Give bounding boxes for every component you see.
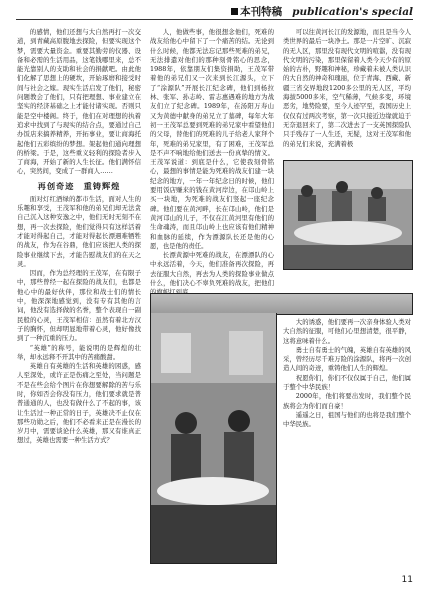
paragraph: 因而，作为总经理的王茂军，在有限子中，那些曾经一起在探险的战友们，也都是他心中的最好伙伴，那位和战士们的情长中，他深深地感觉到，没有专有其他的言词，他没有选择做的名誉，整个表现自一副民般的心灵，王茂军相信：虽然有着北方汉子的胸怀，但却明显地带着心灵，他好像找到了一种沉重的压力。 xyxy=(17,269,141,343)
page-header xyxy=(0,0,427,24)
dinner-photo-body xyxy=(150,313,277,564)
banquet-photo xyxy=(283,160,413,270)
paragraph: 英雄自有英雄的生活和英雄的困惑，感人至深处，或许正是伤痛之至处，当问题是不是在些会给个图片在你想要解除的苦与乐时，你如否会你没有压力，他们要求就是普普通通的人，也没有做什么了不起的事，该让生活过一种正常的日子，英雄决不止仅在那些功勋之后，他们不必看来正是在漫长的岁月中，需要谈论什么英雄，那又有谁真正想过，英雄也需要一种生活方式？ xyxy=(17,362,141,445)
dinner-photo xyxy=(150,293,413,315)
paragraph: 面对灯红酒绿的都市生活，面对人生的乐趣和享受，王茂军和他的弟兄们却无法贪自己沉入这种安逸之中，他们无时无刻不在想，再一次去探险，他们觉得只有这样活着才能对得起自己，才能对得起长漂遇难牺牲的战友，作为在谷鼎，他们应该把人类的探险事业继续下去，才能告慰战友们的在天之灵。 xyxy=(17,194,141,268)
article-column-1 xyxy=(17,28,141,568)
article-column-3 xyxy=(283,28,411,158)
paragraph: 勇士自有勇士的气魄，英雄自有英雄的风采，曾经历尽千难万险的涂源队，将再一次创造人间的奇迹，重铸他们人生的辉煌。 xyxy=(283,345,411,373)
paragraph: 祝愿你们，你们不仅仅属于自己，他们属于整个中华民族！ xyxy=(283,373,411,392)
paragraph: 2000年，他们将要出发时，我们整个民族将会为你们而自豪！ xyxy=(283,392,411,410)
paragraph: 长漂黄源中死难的战友，在漂漂队的心中永远活着，今天，他们准备再次探险，再去征服大自然，再去为人类的探险事业做点什么，他们决心不辜负死难的战友，把他们 xyxy=(150,251,274,288)
paragraph: 遥遥之日，祖国与他们的也将是我们整个中华民族。 xyxy=(283,410,411,429)
square-bullet-icon xyxy=(231,8,238,15)
paragraph: 大的诱惑，他们要再一次亲身体验人类对大自然的征服，可他们心里想清楚，很平静，这将意味着什么。 xyxy=(283,318,411,345)
article-column-3-continued xyxy=(283,318,411,568)
paragraph: “英雄”的称号，能说明的是辉煌的壮举，却永远释不开其中的苦痛酸甜。 xyxy=(17,343,141,361)
dinner-photo-illustration xyxy=(151,313,276,563)
section-title-cn: 本刊特稿 xyxy=(240,6,283,18)
article-column-2 xyxy=(150,28,274,290)
paragraph: 人，他做些事，他很想念他们，死难的战友给他心中留下了一个痛苦的结。无论到什么时候，他都无法忘记那些死难的弟兄，无法排遣对他们的那种刻骨铭心的思念，1988年，依靠朋友们集资捐助，王茂军带着他的弟兄们又一次来到长江源头，立下了“涂源队”开展长江纪念碑，他们到杨拉林、张军、孙志岭、雷志惠遇难的地方为战友们立了纪念碑。1989年，在汤阳万寿山又为黄德中献身的弟兄立了墓碑，每年大年初一王茂军总要到死难的弟兄家中看望他们的父母，替他们的死难的儿子给老人家拜个年，死难的弟兄家里，有了困难，王茂军总是不声不响地给他们送去一份真挚的情义。王茂军说道：到底是什么，它使我刻骨铭心，最想的事情是能为死难的战友们建一块纪念的地方，一年一年纪念日的时候，他们要用饭店赚来的钱在黄河岸边，在邙山岭上买一块地，为死难的战友们竖起一座纪念碑。他们要在黄河畔，长在邙山岭，他们是黄河邙山的儿子，不仅在江黄河里有他们的生命魂涛，而且邙山岭上也应该有他们精神和血脉的延续，作为漂源队长还是他的心愿，也是他的责任。 xyxy=(150,28,274,250)
paragraph: 的感情，他们还想与大自然再打一次交道，到青藏高原腹地去探险，但要实现这个梦，需要大量资金。重要其勤劳的仪器、设备和必需的生活用品，这笔钱哪里来，总不能光靠别人的支助和社会的捐献吧。由此他们化解了思想上的硬坎，开始琢磨和接受时间与社会之嫁。现实生活启发了他们，秘密问题教会了他们，只有把理想、事业建立在坚实的经济基础之上才能付诸实现。否则只能是空中楼阁。终于，他们在对理想的执着追求中找到了与现实的结合点，要通过自己办饭店来搞养精养，开拓事业，要让商海托起他们五彩缤纷的梦想。架起他们通向理想的桥梁。于是，这些重义轻利的探险者步入了商海，开始了新的人生长征。他们满怀信心，突然间，变成了一群商人…… xyxy=(17,28,141,176)
page-number: 11 xyxy=(401,575,413,585)
section-title xyxy=(231,4,413,19)
section-subheading: 再创奇迹 重铸辉煌 xyxy=(37,180,121,191)
header-divider xyxy=(16,19,413,20)
paragraph: 可以往黄河长江的发源地，而且是当今人类世界的最后一块净土。那是一片空旷、沉寂的无人区，那里没有现代文明的喧嚣，没有现代文明的污染，那里保留着人类今天少有的原始的古朴，野趣和神秘，珍藏着未被人类认识的大自然的神奇和瑰丽，位于青海、西藏、新疆三省交界地段1200多公里的无人区，平均海拔5000多米，空气稀薄，气候多变，环境恶劣，地势险要，至今人迹罕至，我国历史上仅仅有过两次考察，第一次只接近边缘就迫于无奈退回来了，第二次进去了一支英国探险队只手残存了一人生还，无疑，这对王茂军和他的弟兄们来说，充满着极 xyxy=(283,28,411,148)
section-title-en: publication's special xyxy=(292,6,413,18)
banquet-photo-illustration xyxy=(284,161,412,269)
